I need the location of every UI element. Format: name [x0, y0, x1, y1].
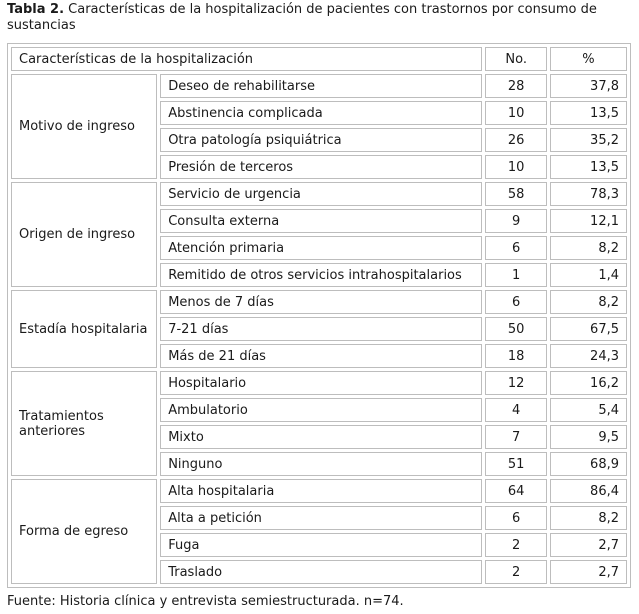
- row-label: Presión de terceros: [160, 155, 482, 179]
- row-percent: 78,3: [550, 182, 627, 206]
- row-percent: 24,3: [550, 344, 627, 368]
- hospitalization-table: [7, 43, 631, 588]
- row-percent: 16,2: [550, 371, 627, 395]
- group-label: Origen de ingreso: [11, 182, 157, 287]
- table-caption: [7, 2, 635, 34]
- row-count: 6: [485, 290, 547, 314]
- group-label: Forma de egreso: [11, 479, 157, 584]
- row-percent: 9,5: [550, 425, 627, 449]
- row-count: 12: [485, 371, 547, 395]
- row-label: Remitido de otros servicios intrahospitalarios: [160, 263, 482, 287]
- row-count: 28: [485, 74, 547, 98]
- row-percent: 2,7: [550, 533, 627, 557]
- row-percent: 5,4: [550, 398, 627, 422]
- row-label: Mixto: [160, 425, 482, 449]
- row-count: 58: [485, 182, 547, 206]
- row-count: 10: [485, 101, 547, 125]
- row-label: Ambulatorio: [160, 398, 482, 422]
- row-label: Hospitalario: [160, 371, 482, 395]
- row-count: 4: [485, 398, 547, 422]
- row-count: 7: [485, 425, 547, 449]
- row-label: Alta hospitalaria: [160, 479, 482, 503]
- caption-label: Tabla 2.: [7, 2, 65, 17]
- group-label: Estadía hospitalaria: [11, 290, 157, 368]
- row-label: Abstinencia complicada: [160, 101, 482, 125]
- row-percent: 67,5: [550, 317, 627, 341]
- row-percent: 37,8: [550, 74, 627, 98]
- row-count: 26: [485, 128, 547, 152]
- row-label: Ninguno: [160, 452, 482, 476]
- row-percent: 13,5: [550, 101, 627, 125]
- row-label: Servicio de urgencia: [160, 182, 482, 206]
- row-label: Fuga: [160, 533, 482, 557]
- row-label: Traslado: [160, 560, 482, 584]
- row-count: 6: [485, 506, 547, 530]
- row-percent: 1,4: [550, 263, 627, 287]
- table-row: [11, 479, 627, 503]
- row-count: 6: [485, 236, 547, 260]
- table-body: [11, 74, 627, 584]
- row-percent: 35,2: [550, 128, 627, 152]
- row-percent: 68,9: [550, 452, 627, 476]
- row-percent: 8,2: [550, 506, 627, 530]
- row-percent: 86,4: [550, 479, 627, 503]
- row-label: Deseo de rehabilitarse: [160, 74, 482, 98]
- group-label: Motivo de ingreso: [11, 74, 157, 179]
- row-count: 1: [485, 263, 547, 287]
- row-count: 18: [485, 344, 547, 368]
- header-count: No.: [485, 47, 547, 71]
- row-label: Atención primaria: [160, 236, 482, 260]
- row-percent: 12,1: [550, 209, 627, 233]
- caption-text: Características de la hospitalización de pacientes con trastornos por consumo de sustancias: [7, 2, 597, 33]
- row-count: 10: [485, 155, 547, 179]
- row-percent: 13,5: [550, 155, 627, 179]
- row-count: 50: [485, 317, 547, 341]
- row-label: Menos de 7 días: [160, 290, 482, 314]
- row-count: 51: [485, 452, 547, 476]
- row-percent: 2,7: [550, 560, 627, 584]
- row-count: 2: [485, 560, 547, 584]
- table-row: [11, 371, 627, 395]
- table-row: [11, 182, 627, 206]
- header-row: [11, 47, 627, 71]
- row-label: Alta a petición: [160, 506, 482, 530]
- header-percent: %: [550, 47, 627, 71]
- row-label: Otra patología psiquiátrica: [160, 128, 482, 152]
- header-characteristic: Características de la hospitalización: [11, 47, 482, 71]
- table-row: [11, 74, 627, 98]
- table-row: [11, 290, 627, 314]
- row-label: 7-21 días: [160, 317, 482, 341]
- row-count: 2: [485, 533, 547, 557]
- row-label: Consulta externa: [160, 209, 482, 233]
- row-percent: 8,2: [550, 236, 627, 260]
- row-count: 64: [485, 479, 547, 503]
- row-percent: 8,2: [550, 290, 627, 314]
- row-label: Más de 21 días: [160, 344, 482, 368]
- group-label: Tratamientos anteriores: [11, 371, 157, 476]
- footnote: Fuente: Historia clínica y entrevista semiestructurada. n=74.: [7, 594, 404, 609]
- row-count: 9: [485, 209, 547, 233]
